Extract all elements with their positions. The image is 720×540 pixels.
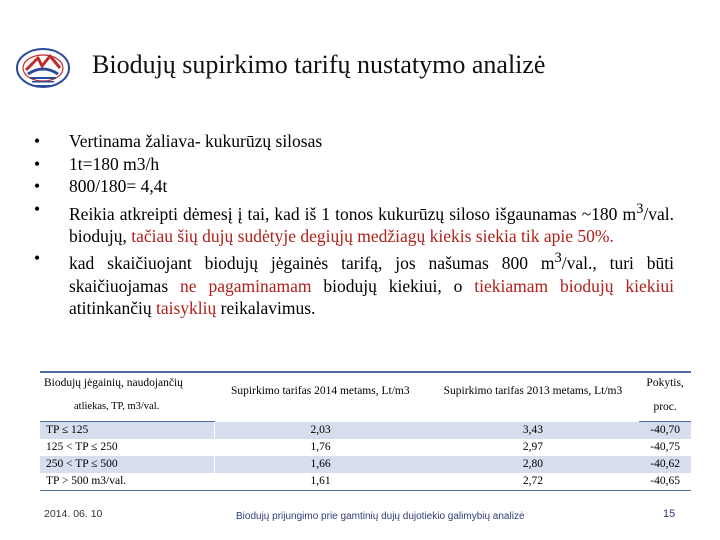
cell-change: -40,70 [639,422,691,440]
table-header-row [40,372,691,393]
cell-tariff-2013: 2,80 [427,456,640,473]
bullet-text: /val., turi būti skaičiuojamas [69,253,674,296]
table-row [40,439,691,456]
tariff-table [40,371,691,491]
cell-change: -40,75 [650,441,680,454]
cell-change: -40,62 [639,456,691,473]
bullet-dot: • [34,248,41,269]
page-number: 15 [663,508,676,520]
cell-tariff-2014: 1,76 [310,441,331,454]
table-row [40,456,691,473]
bullet-text: Reikia atkreipti dėmesį į tai, kad iš 1 tonos kukurūzų siloso išgaunamas ~180 m [69,203,637,224]
superscript: 3 [636,200,644,217]
bullet-dot: • [34,176,41,196]
slide-title: Biodujų supirkimo tarifų nustatymo analizė [92,50,546,79]
bullet-text: Vertinama žaliava- kukurūzų silosas [69,131,323,151]
bullet-text: atitinkančių [69,298,156,319]
highlighted-text: tiekiamam biodujų kiekiui [474,275,674,296]
cell-tariff-2014: 1,61 [214,473,427,491]
footer-text: Biodujų prijungimo prie gamtinių dujų dujotiekio galimybių analizė [236,511,525,522]
cell-tariff-2014: 1,66 [214,456,427,473]
bullet-text: reikalavimus. [216,298,316,319]
cell-capacity: 250 < TP ≤ 500 [40,456,214,473]
header-plant-capacity-unit: atliekas, TP, m3/val. [40,393,214,422]
cell-tariff-2013: 2,97 [522,441,543,454]
cell-change: -40,65 [639,473,691,491]
bullet-text: biodujų kiekiui, o [311,275,475,296]
highlighted-text: ne pagaminamam [180,275,312,296]
superscript: 3 [554,250,562,267]
cell-tariff-2013: 2,72 [427,473,640,491]
cell-tariff-2013: 3,43 [427,422,640,440]
bullet-item [34,153,674,176]
cell-capacity: 125 < TP ≤ 250 [40,439,214,456]
table-row [40,473,691,491]
highlighted-text: taisyklių [156,298,217,319]
cell-capacity: TP > 500 m3/val. [40,473,214,491]
bullet-dot: • [34,153,41,174]
header-plant-capacity: Biodujų jėgainių, naudojančių [40,372,214,393]
cell-capacity: TP ≤ 125 [40,422,214,440]
header-change: Pokytis, [639,372,691,393]
bullet-dot: • [34,131,41,151]
bullet-item [34,198,674,248]
bullet-text: /val. biodujų, [69,203,674,246]
bullet-text: kad skaičiuojant biodujų jėgainės tarifą, jos našumas 800 m [69,253,555,274]
bullet-dot: • [34,198,41,219]
bullet-item [34,247,674,319]
table-row [40,422,691,440]
bullet-text: 1t=180 m3/h [69,153,160,174]
bullet-list [34,130,674,320]
cell-tariff-2014: 2,03 [214,422,427,440]
header-change-unit: proc. [639,393,691,422]
highlighted-text: tačiau šių dujų sudėtyje degiųjų medžiagų kiekis siekia tik apie 50%. [126,225,614,246]
bullet-text: 800/180= 4,4t [69,176,168,196]
header-tariff-2013: Supirkimo tarifas 2013 metams, Lt/m3 [427,372,640,422]
header-tariff-2014: Supirkimo tarifas 2014 metams, Lt/m3 [214,372,427,422]
footer-date: 2014. 06. 10 [44,508,103,520]
organization-logo [12,44,74,94]
bullet-item [34,130,674,153]
bullet-item [34,175,674,198]
